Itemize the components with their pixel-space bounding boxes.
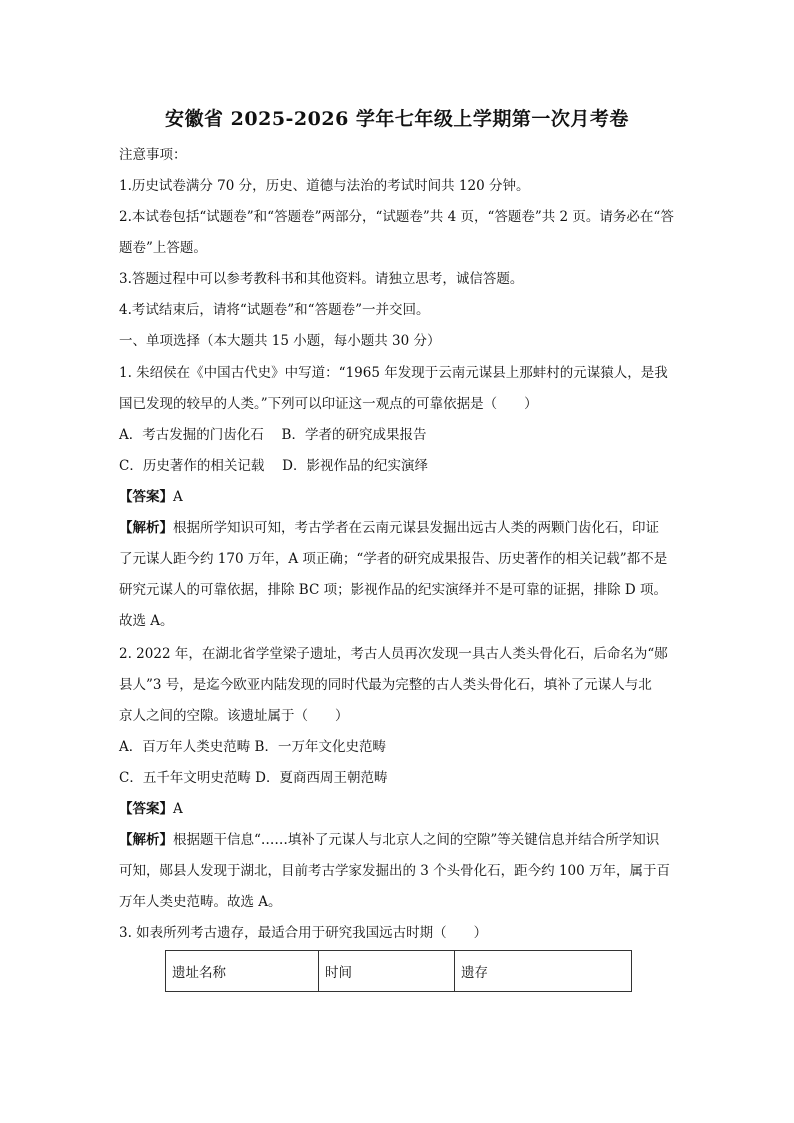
q2-stem-line-3: 京人之间的空隙。该遗址属于（ ）: [119, 708, 349, 724]
q1-options-ab: A．考古发掘的门齿化石 B．学者的研究成果报告: [119, 427, 427, 443]
q2-options-cd: C．五千年文明史范畴 D．夏商西周王朝范畴: [119, 770, 388, 786]
q1-analysis-line-1: [119, 519, 659, 537]
q2-analysis-line-1: [119, 831, 659, 849]
note-item-1: 1.历史试卷满分 70 分，历史、道德与法治的考试时间共 120 分钟。: [119, 178, 530, 194]
table-header-row: [166, 951, 632, 992]
notes-heading: 注意事项：: [119, 147, 187, 163]
analysis-text: 根据题干信息“……填补了元谋人与北京人之间的空隙”等关键信息并结合所学知识: [173, 832, 660, 848]
answer-label: 【答案】: [119, 801, 173, 817]
note-item-2: 2.本试卷包括“试题卷”和“答题卷”两部分，“试题卷”共 4 页，“答题卷”共 2 页。请务必在“答: [119, 209, 674, 225]
note-item-3: 3.答题过程中可以参考教科书和其他资料。请独立思考，诚信答题。: [119, 271, 524, 287]
q2-options-ab: A．百万年人类史范畴 B．一万年文化史范畴: [119, 739, 386, 755]
table-header-cell: 遗址名称: [166, 951, 319, 992]
analysis-label: 【解析】: [119, 832, 173, 848]
q1-stem-line-2: 国已发现的较早的人类。”下列可以印证这一观点的可靠依据是（ ）: [119, 396, 538, 412]
q3-table: [165, 950, 632, 992]
q1-analysis-line-4: 故选 A。: [119, 613, 174, 629]
q1-answer: [119, 488, 183, 506]
q2-analysis-line-3: 万年人类史范畴。故选 A。: [119, 894, 282, 910]
note-item-4: 4.考试结束后，请将“试题卷”和“答题卷”一并交回。: [119, 302, 430, 318]
page-title: 安徽省 2025-2026 学年七年级上学期第一次月考卷: [165, 108, 629, 130]
answer-value: A: [173, 489, 183, 505]
q2-stem-line-1: 2. 2022 年，在湖北省学堂梁子遗址，考古人员再次发现一具古人类头骨化石，后命名为“郧: [119, 646, 668, 662]
analysis-text: 根据所学知识可知，考古学者在云南元谋县发掘出远古人类的两颗门齿化石，印证: [173, 520, 659, 536]
answer-label: 【答案】: [119, 489, 173, 505]
q1-stem-line-1: 1. 朱绍侯在《中国古代史》中写道：“1965 年发现于云南元谋县上那蚌村的元谋猿人，是我: [119, 365, 668, 381]
q2-answer: [119, 800, 183, 818]
answer-value: A: [173, 801, 183, 817]
q1-analysis-line-3: 研究元谋人的可靠依据，排除 BC 项；影视作品的纪实演绎并不是可靠的证据，排除 D 项。: [119, 582, 667, 598]
q1-analysis-line-2: 了元谋人距今约 170 万年，A 项正确；“学者的研究成果报告、历史著作的相关记载”都不是: [119, 551, 668, 567]
table-header-cell: 遗存: [455, 951, 632, 992]
q1-options-cd: C．历史著作的相关记载 D．影视作品的纪实演绎: [119, 458, 428, 474]
q2-analysis-line-2: 可知，郧县人发现于湖北，目前考古学家发掘出的 3 个头骨化石，距今约 100 万年，属于百: [119, 863, 671, 879]
analysis-label: 【解析】: [119, 520, 173, 536]
q3-stem: 3. 如表所列考古遗存，最适合用于研究我国远古时期（ ）: [119, 925, 488, 941]
section-heading: 一、单项选择（本大题共 15 小题，每小题共 30 分）: [119, 333, 441, 349]
note-item-2-cont: 题卷”上答题。: [119, 240, 207, 256]
table-header-cell: 时间: [319, 951, 455, 992]
q2-stem-line-2: 县人”3 号，是迄今欧亚内陆发现的同时代最为完整的古人类头骨化石，填补了元谋人与北: [119, 677, 652, 693]
